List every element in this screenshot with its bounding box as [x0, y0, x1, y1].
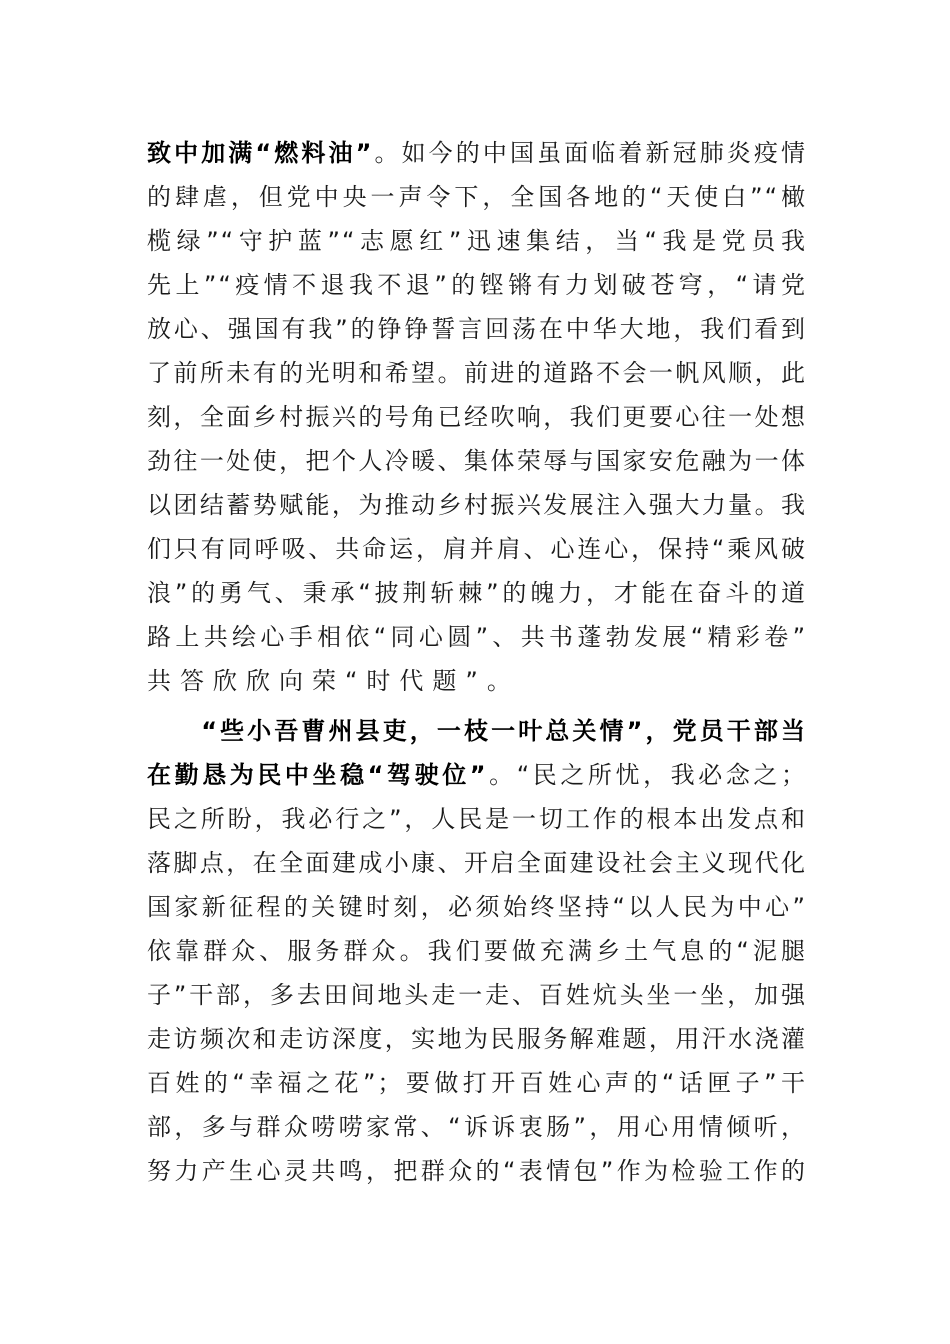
body-text: 以团结蓄势赋能，为推动乡村振兴发展注入强大力量。我	[147, 491, 807, 519]
text-line	[147, 797, 807, 841]
body-text: 先上”“疫情不退我不退”的铿锵有力划破苍穹，“请党	[147, 271, 807, 299]
body-text: 。如今的中国虽面临着新冠肺炎疫情	[373, 139, 808, 167]
text-line	[147, 219, 807, 263]
body-text: 刻，全面乡村振兴的号角已经吹响，我们更要心往一处想	[147, 403, 807, 431]
body-text: 努力产生心灵共鸣，把群众的“表情包”作为检验工作的	[147, 1157, 807, 1185]
body-text: 劲往一处使，把个人冷暖、集体荣辱与国家安危融为一体	[147, 447, 807, 475]
text-line	[147, 439, 807, 483]
body-text: 了前所未有的光明和希望。前进的道路不会一帆风顺，此	[147, 359, 807, 387]
text-line	[147, 973, 807, 1017]
body-text: 走访频次和走访深度，实地为民服务解难题，用汗水浇灌	[147, 1025, 807, 1053]
text-line	[147, 841, 807, 885]
text-line	[147, 175, 807, 219]
bold-text: “些小吾曹州县吏，一枝一叶总关情”，党员干部当	[147, 717, 807, 745]
body-text: 依靠群众、服务群众。我们要做充满乡土气息的“泥腿	[147, 937, 807, 965]
body-text: 子”干部，多去田间地头走一走、百姓炕头坐一坐，加强	[147, 981, 807, 1009]
body-text: 的肆虐，但党中央一声令下，全国各地的“天使白”“橄	[147, 183, 807, 211]
bold-text: 在勤恳为民中坐稳“驾驶位”	[147, 761, 488, 789]
text-line	[147, 263, 807, 307]
text-line	[147, 659, 807, 703]
body-text: 路上共绘心手相依“同心圆”、共书蓬勃发展“精彩卷”	[147, 623, 807, 651]
text-line	[147, 395, 807, 439]
text-line	[147, 1105, 807, 1149]
body-text: 落脚点，在全面建成小康、开启全面建设社会主义现代化	[147, 849, 807, 877]
text-line	[147, 571, 807, 615]
body-text: 。“民之所忧，我必念之；	[487, 761, 808, 789]
body-text: 浪”的勇气、秉承“披荆斩棘”的魄力，才能在奋斗的道	[147, 579, 807, 607]
text-line	[147, 709, 807, 753]
text-line	[147, 753, 807, 797]
body-text: 榄绿”“守护蓝”“志愿红”迅速集结，当“我是党员我	[147, 227, 807, 255]
text-line	[147, 307, 807, 351]
text-line	[147, 351, 807, 395]
text-line	[147, 131, 807, 175]
text-line	[147, 527, 807, 571]
body-text: 共答欣欣向荣“时代题”。	[147, 667, 520, 695]
body-text: 们只有同呼吸、共命运，肩并肩、心连心，保持“乘风破	[147, 535, 807, 563]
bold-text: 致中加满“燃料油”	[147, 139, 374, 167]
body-text: 民之所盼，我必行之”，人民是一切工作的根本出发点和	[147, 805, 807, 833]
body-text: 放心、强国有我”的铮铮誓言回荡在中华大地，我们看到	[147, 315, 807, 343]
body-text: 百姓的“幸福之花”；要做打开百姓心声的“话匣子”干	[147, 1069, 807, 1097]
text-line	[147, 1149, 807, 1193]
text-line	[147, 483, 807, 527]
document-page	[147, 131, 807, 1199]
text-line	[147, 929, 807, 973]
text-line	[147, 615, 807, 659]
text-line	[147, 885, 807, 929]
body-text: 部，多与群众唠唠家常、“诉诉衷肠”，用心用情倾听，	[147, 1113, 807, 1141]
paragraph	[147, 131, 807, 703]
text-line	[147, 1017, 807, 1061]
paragraph	[147, 709, 807, 1193]
text-line	[147, 1061, 807, 1105]
body-text: 国家新征程的关键时刻，必须始终坚持“以人民为中心”	[147, 893, 807, 921]
